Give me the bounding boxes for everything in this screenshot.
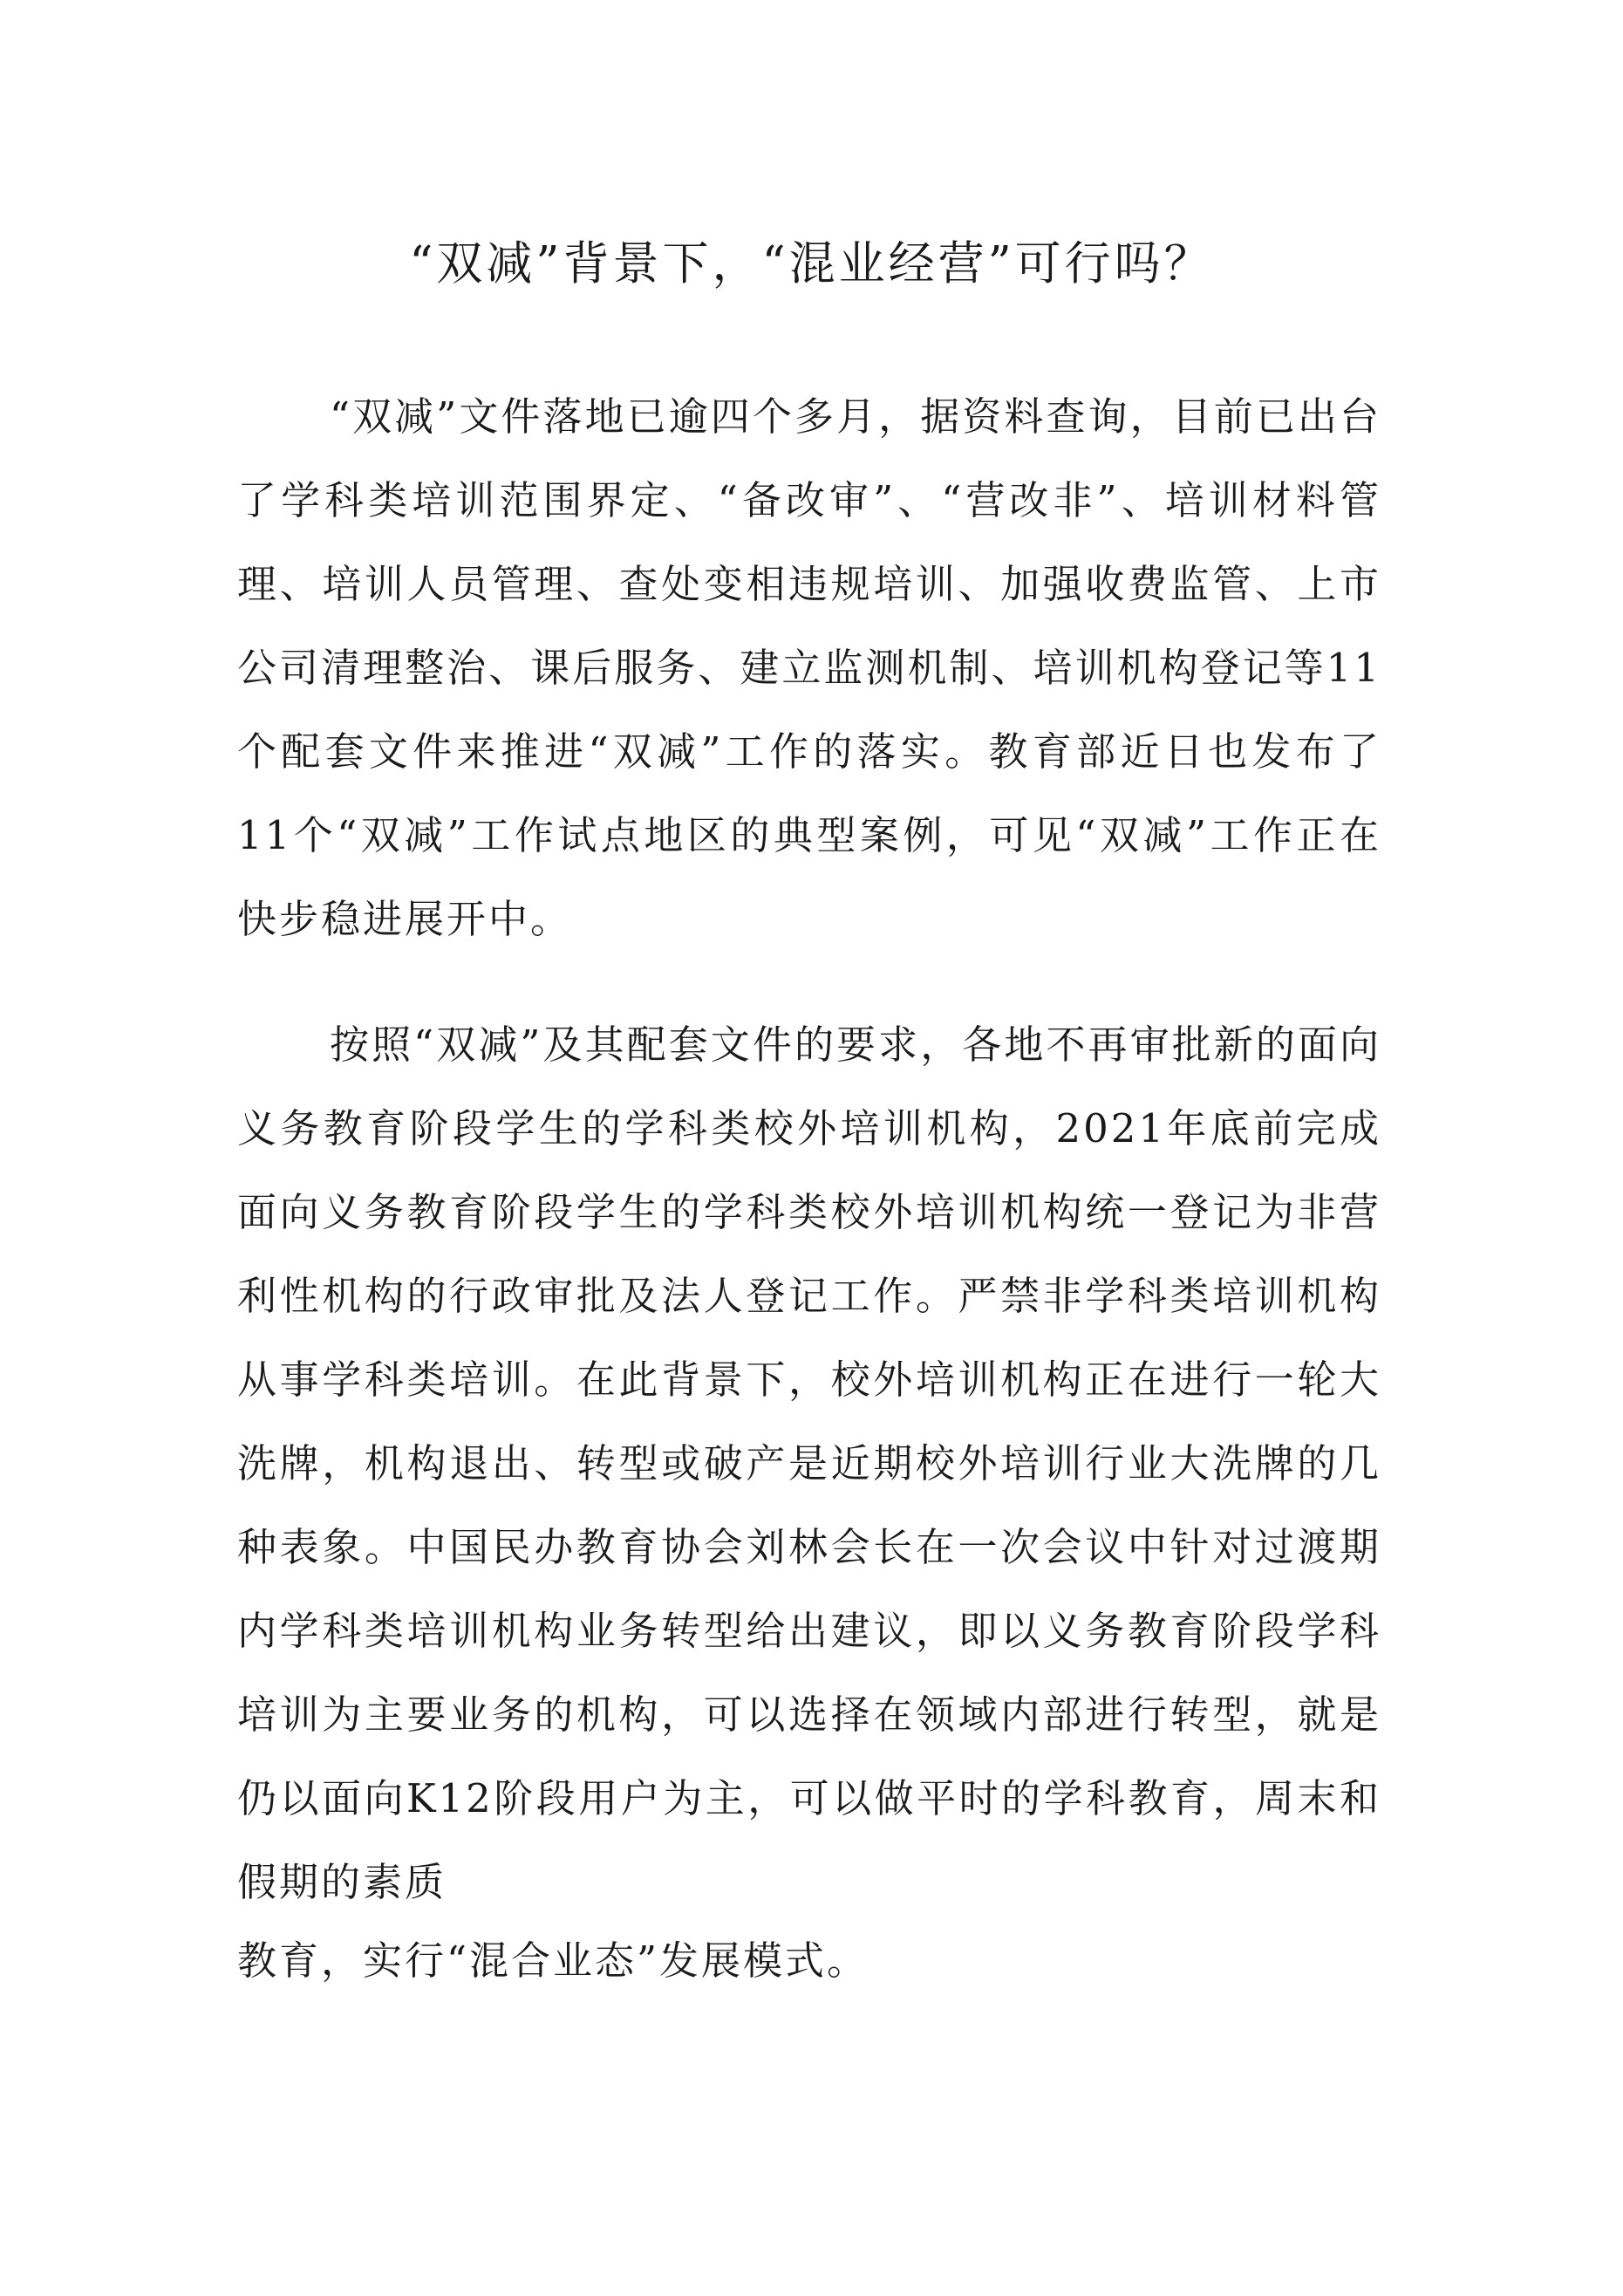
paragraph-1: “双减”文件落地已逾四个多月，据资料查询，目前已出台了学科类培训范围界定、“备改审”、“营改非”、培训材料管理、培训人员管理、查处变相违规培训、加强收费监管、上市公司清理整治、课后服务、建立监测机制、培训机构登记等11个配套文件来推进“双减”工作的落实。教育部近日也发布了 11个“双减”工作试点地区的典型案例，可见“双减”工作正在快步稳进展开中。 [237,393,1381,942]
document-title: “双减”背景下，“混业经营”可行吗？ [409,237,1214,290]
paragraph-2: 按照“双减”及其配套文件的要求，各地不再审批新的面向义务教育阶段学生的学科类校外培训机构，2021年底前完成面向义务教育阶段学生的学科类校外培训机构统一登记为非营利性机构的行政审批及法人登记工作。严禁非学科类培训机构从事学科类培训。在此背景下，校外培训机构正在进行一轮大洗牌，机构退出、转型或破产是近期校外培训行业大洗牌的几种表象。中国民办教育协会刘林会长在一次会议中针对过渡期内学科类培训机构业务转型给出建议，即以义务教育阶段学科培训为主要业务的机构，可以选择在领域内部进行转型，就是仍以面向K12阶段用户为主，可以做平时的学科教育，周末和假期的素质 [237,1022,1381,1905]
paragraph-3: 教育，实行“混合业态”发展模式。 [237,1937,869,1984]
